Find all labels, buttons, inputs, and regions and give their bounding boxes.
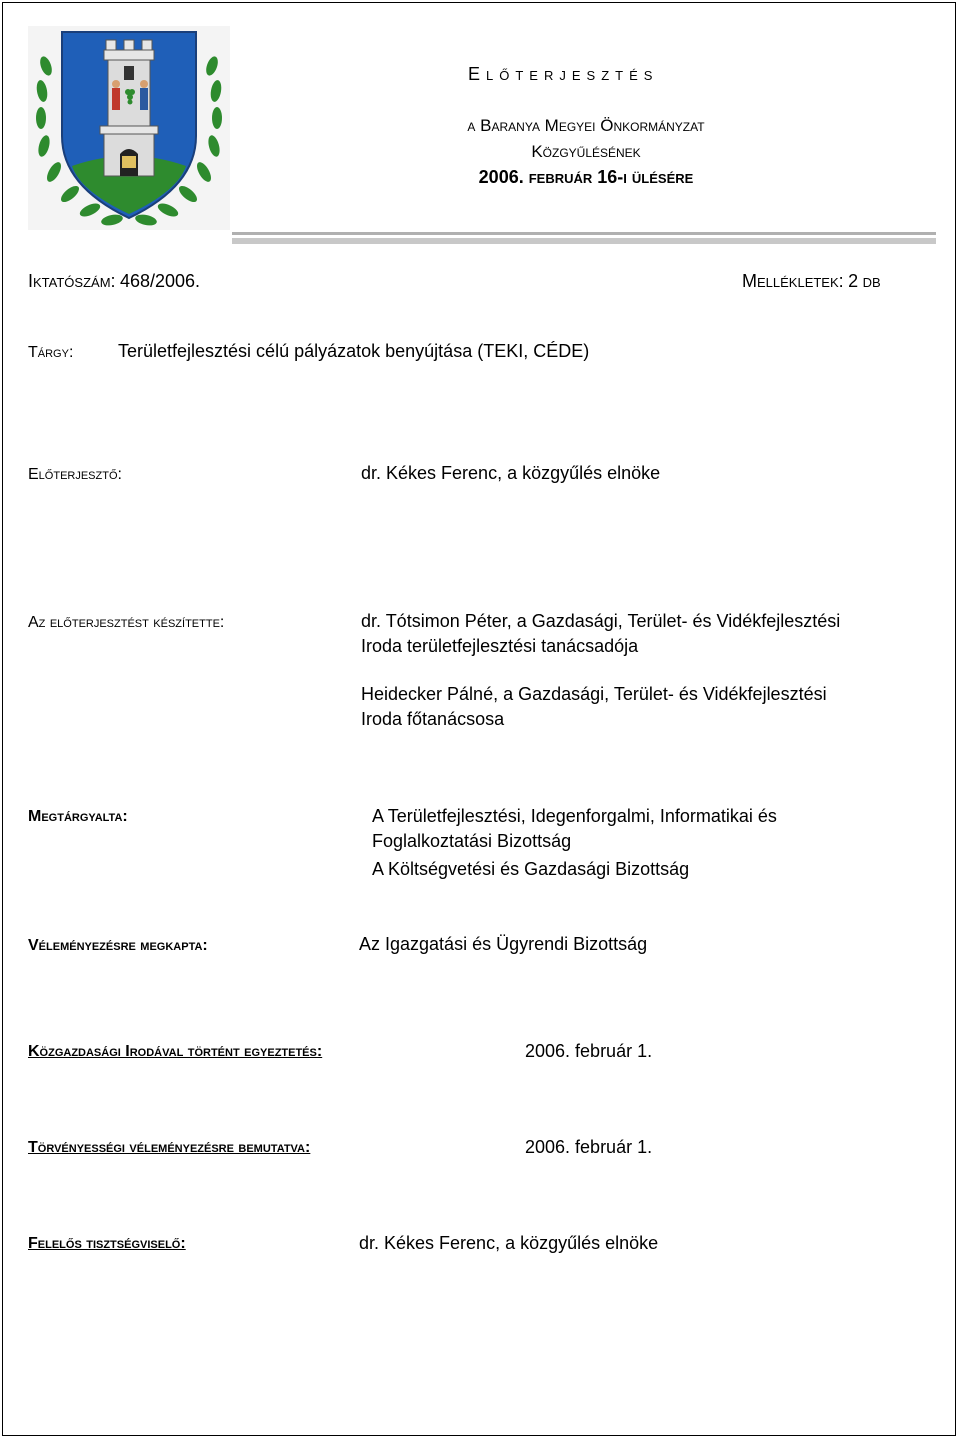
received-for-opinion-label: Véleményezésre megkapta: <box>28 937 208 954</box>
preparer-1-line-1: dr. Tótsimon Péter, a Gazdasági, Terület- és Vidékfejlesztési <box>361 611 841 631</box>
economic-office-consultation-label: Közgazdasági Irodával történt egyeztetés: <box>28 1043 323 1060</box>
preparer-2-line-1: Heidecker Pálné, a Gazdasági, Terület- és Vidékfejlesztési <box>361 684 827 704</box>
subject-label: Tárgy: <box>28 344 74 361</box>
session-date: 2006. február 16-i ülésére <box>478 167 694 187</box>
legality-review-date: 2006. február 1. <box>525 1137 653 1157</box>
header-rule-bottom <box>232 238 936 244</box>
prepared-by-label: Az előterjesztést készítette: <box>28 614 225 631</box>
economic-office-consultation-date: 2006. február 1. <box>525 1041 653 1061</box>
assembly-name: Közgyűlésének <box>531 142 641 161</box>
file-number-value: 468/2006. <box>119 271 201 291</box>
file-number-label: Iktatószám: <box>28 271 116 291</box>
responsible-official-value: dr. Kékes Ferenc, a közgyűlés elnöke <box>359 1233 659 1253</box>
presenter-label: Előterjesztő: <box>28 466 122 483</box>
committee-1-line-1: A Területfejlesztési, Idegenforgalmi, Informatikai és <box>372 806 777 826</box>
received-for-opinion-value: Az Igazgatási és Ügyrendi Bizottság <box>359 934 648 954</box>
council-name: a Baranya Megyei Önkormányzat <box>467 116 705 135</box>
attachments-row <box>742 271 881 292</box>
header-rule-top <box>232 232 936 235</box>
presenter-value: dr. Kékes Ferenc, a közgyűlés elnöke <box>361 463 661 483</box>
attachments-count: 2 <box>848 271 859 291</box>
committee-1-line-2: Foglalkoztatási Bizottság <box>372 831 572 851</box>
attachments-label: Mellékletek: <box>742 271 844 291</box>
responsible-official-label: Felelős tisztségviselő: <box>28 1235 186 1252</box>
preparer-1-line-2: Iroda területfejlesztési tanácsadója <box>361 636 639 656</box>
tower-icon <box>100 40 158 176</box>
document-title: Előterjesztés <box>468 64 659 84</box>
subject-value: Területfejlesztési célú pályázatok benyújtása (TEKI, CÉDE) <box>118 341 590 361</box>
committee-2: A Költségvetési és Gazdasági Bizottság <box>372 859 690 879</box>
discussed-by-label: Megtárgyalta: <box>28 808 128 825</box>
legality-review-label: Törvényességi véleményezésre bemutatva: <box>28 1139 311 1156</box>
coat-of-arms-emblem <box>28 26 230 230</box>
attachments-unit: db <box>862 271 881 291</box>
file-number-row <box>28 271 200 292</box>
preparer-2-line-2: Iroda főtanácsosa <box>361 709 505 729</box>
